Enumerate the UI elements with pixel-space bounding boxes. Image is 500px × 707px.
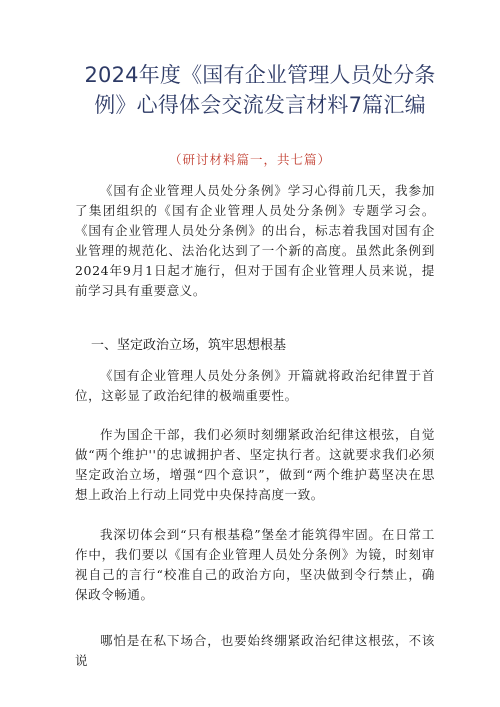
section-heading: 一、坚定政治立场，筑牢思想根基	[91, 338, 287, 353]
paragraph-4: 我深切体会到“只有根基稳”堡垒才能筑得牢固。在日常工作中，我们要以《国有企业管理人员处分条例》为镜，时刻审视自己的言行“校准自己的政治方向，坚决做到令行禁止，确保政令畅通。	[75, 527, 435, 602]
document-title: 2024年度《国有企业管理人员处分条例》心得体会交流发言材料7篇汇编	[84, 63, 436, 117]
paragraph-2: 《国有企业管理人员处分条例》开篇就将政治纪律置于首位，这彰显了政治纪律的极端重要性。	[75, 368, 435, 403]
document-subtitle: （研讨材料篇一，共七篇）	[168, 152, 331, 167]
paragraph-5: 哪怕是在私下场合，也要始终绷紧政治纪律这根弦，不该说	[75, 633, 435, 668]
paragraph-intro: 《国有企业管理人员处分条例》学习心得前几天，我参加了集团组织的《国有企业管理人员处分条例》专题学习会。《国有企业管理人员处分条例》的出台，标志着我国对国有企业管理的规范化、法治化达到了一个新的高度。虽然此条例到2024年9月1日起才施行，但对于国有企业管理人员来说，提前学习具有重要意义。	[75, 183, 435, 298]
paragraph-3: 作为国企干部，我们必须时刻绷紧政治纪律这根弦，自觉做“两个维护''的忠诚拥护者、坚定执行者。这就要求我们必须坚定政治立场，增强“四个意识”，做到“两个维护葛坚决在思想上政治上行动上同党中央保持高度一致。	[75, 427, 435, 502]
